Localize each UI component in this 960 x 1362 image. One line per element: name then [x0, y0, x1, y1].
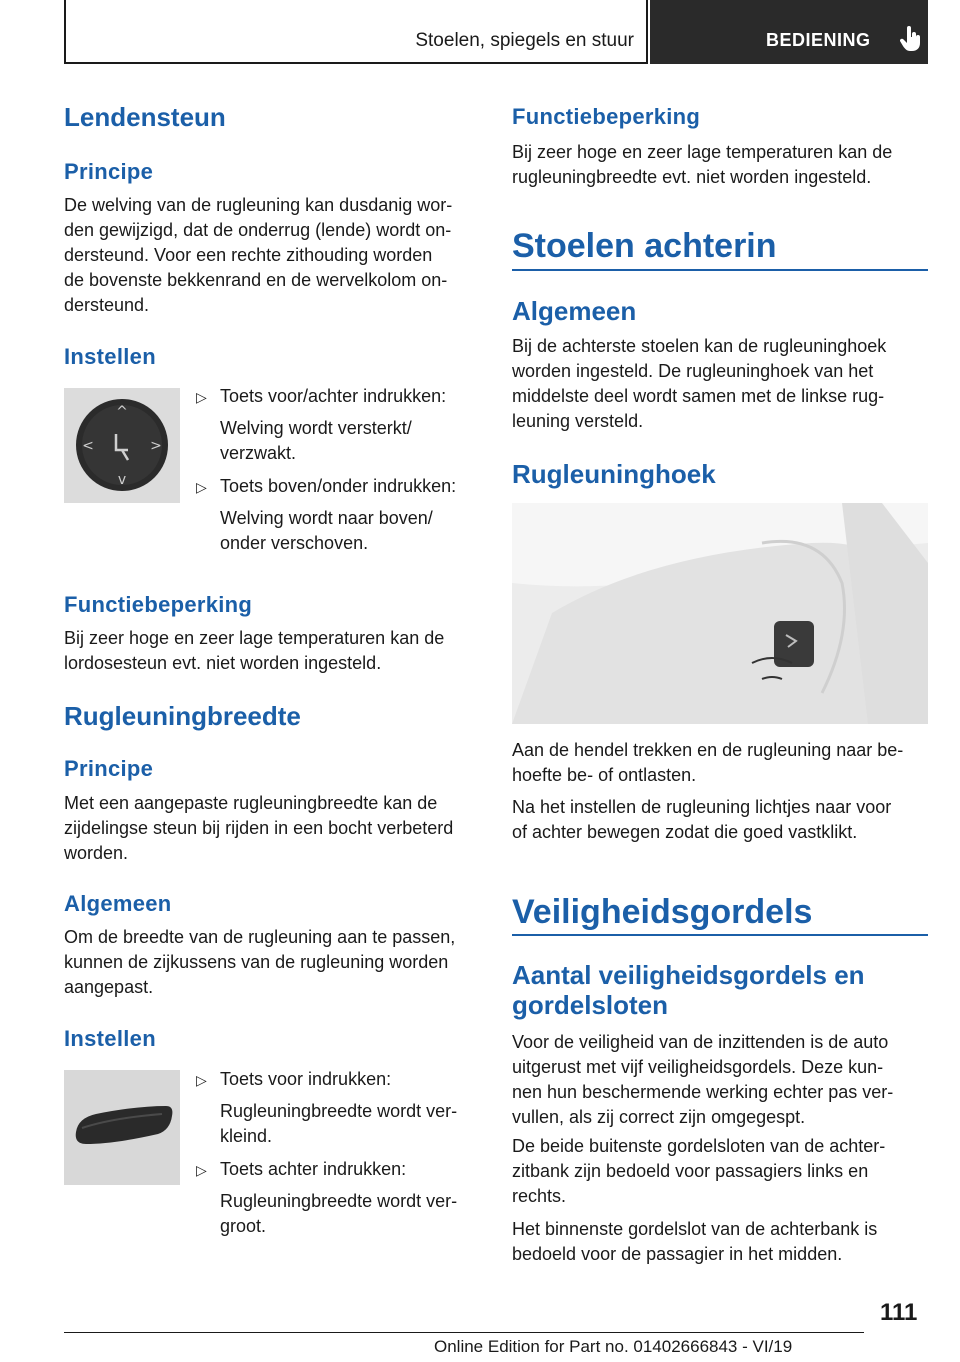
edition-footer: Online Edition for Part no. 01402666843 - VI/19 [434, 1337, 793, 1356]
paragraph-algemeen: Om de breedte van de rugleuning aan te passen, kunnen de zijkussens van de rugleuning worden aangepast. [64, 927, 456, 997]
svg-text:>: > [150, 438, 162, 454]
paragraph-functiebeperking: Bij zeer hoge en zeer lage temperaturen kan de lordosesteun evt. niet worden ingesteld. [64, 628, 445, 673]
chapter-tab [650, 0, 928, 64]
svg-text:^: ^ [116, 404, 128, 420]
heading-rugleuninghoek: Rugleuninghoek [512, 459, 716, 489]
paragraph-principe: De welving van de rugleuning kan dusdanig wor- den gewijzigd, dat de onderrug (lende) wordt on- dersteund. Voor een rechte zithouding worden de bovenste bekkenrand en de wervelkolom on- dersteund. [64, 195, 453, 315]
triangle-bullet-icon: ▷ [196, 1072, 207, 1088]
heading-rule [512, 269, 928, 271]
heading-principe: Principe [64, 159, 154, 184]
paragraph-functiebeperking-2: Bij zeer hoge en zeer lage temperaturen kan de rugleuningbreedte evt. niet worden ingesteld. [512, 142, 893, 187]
heading-rugleuningbreedte: Rugleuningbreedte [64, 701, 301, 731]
paragraph-rugleuninghoek-2: Na het instellen de rugleuning lichtjes naar voor of achter bewegen zodat die goed vastklikt. [512, 797, 892, 842]
section-tab [64, 0, 648, 64]
paragraph-aantal-1: Voor de veiligheid van de inzittenden is de auto uitgerust met vijf veiligheidsgordels. Deze kun- nen hun beschermende werking echter pas ver- vullen, als zij correct zijn omgegespt. [512, 1032, 894, 1127]
heading-principe-2: Principe [64, 756, 154, 781]
lumbar-control-photo [64, 388, 180, 503]
width-control-button-icon [64, 1070, 180, 1185]
section-title: Stoelen, spiegels en stuur [415, 30, 634, 51]
rear-seat-lever-image [512, 503, 928, 724]
paragraph-principe-2: Met een aangepaste rugleuningbreedte kan de zijdelingse steun bij rijden in een bocht verbeterd worden. [64, 793, 454, 863]
heading-functiebeperking-2: Functiebeperking [512, 104, 701, 129]
heading-functiebeperking: Functiebeperking [64, 592, 253, 617]
heading-algemeen-2: Algemeen [512, 296, 637, 326]
paragraph-rugleuninghoek-1: Aan de hendel trekken en de rugleuning naar be- hoefte be- of ontlasten. [512, 740, 904, 785]
heading-stoelen-achterin: Stoelen achterin [512, 227, 777, 265]
heading-instellen-2: Instellen [64, 1026, 156, 1051]
heading-aantal-gordels: Aantal veiligheidsgordels en gordelsloten [512, 960, 865, 1020]
lumbar-control-knob-icon [64, 388, 180, 503]
width-control-photo [64, 1070, 180, 1185]
triangle-bullet-icon: ▷ [196, 1162, 207, 1178]
triangle-bullet-icon: ▷ [196, 389, 207, 405]
page-number: 111 [880, 1299, 918, 1326]
svg-text:v: v [117, 472, 127, 488]
chapter-title: BEDIENING [766, 30, 871, 50]
paragraph-aantal-2: De beide buitenste gordelsloten van de achter- zitbank zijn bedoeld voor passagiers links en rechts. [512, 1136, 886, 1206]
page-header [64, 0, 928, 64]
heading-instellen: Instellen [64, 344, 156, 369]
heading-lendensteun: Lendensteun [64, 102, 226, 132]
heading-veiligheidsgordels: Veiligheidsgordels [512, 893, 813, 931]
svg-text:<: < [82, 438, 94, 454]
triangle-bullet-icon: ▷ [196, 479, 207, 495]
rear-seat-lever-photo [512, 503, 928, 724]
paragraph-algemeen-2: Bij de achterste stoelen kan de rugleuninghoek worden ingesteld. De rugleuninghoek van het middelste deel wordt samen met de linkse rug- leuning versteld. [512, 336, 887, 431]
heading-algemeen: Algemeen [64, 891, 172, 916]
hand-pointer-icon [900, 26, 922, 52]
paragraph-aantal-3: Het binnenste gordelslot van de achterbank is bedoeld voor de passagier in het midden. [512, 1219, 878, 1264]
footer-rule [64, 1332, 864, 1333]
heading-rule [512, 934, 928, 936]
